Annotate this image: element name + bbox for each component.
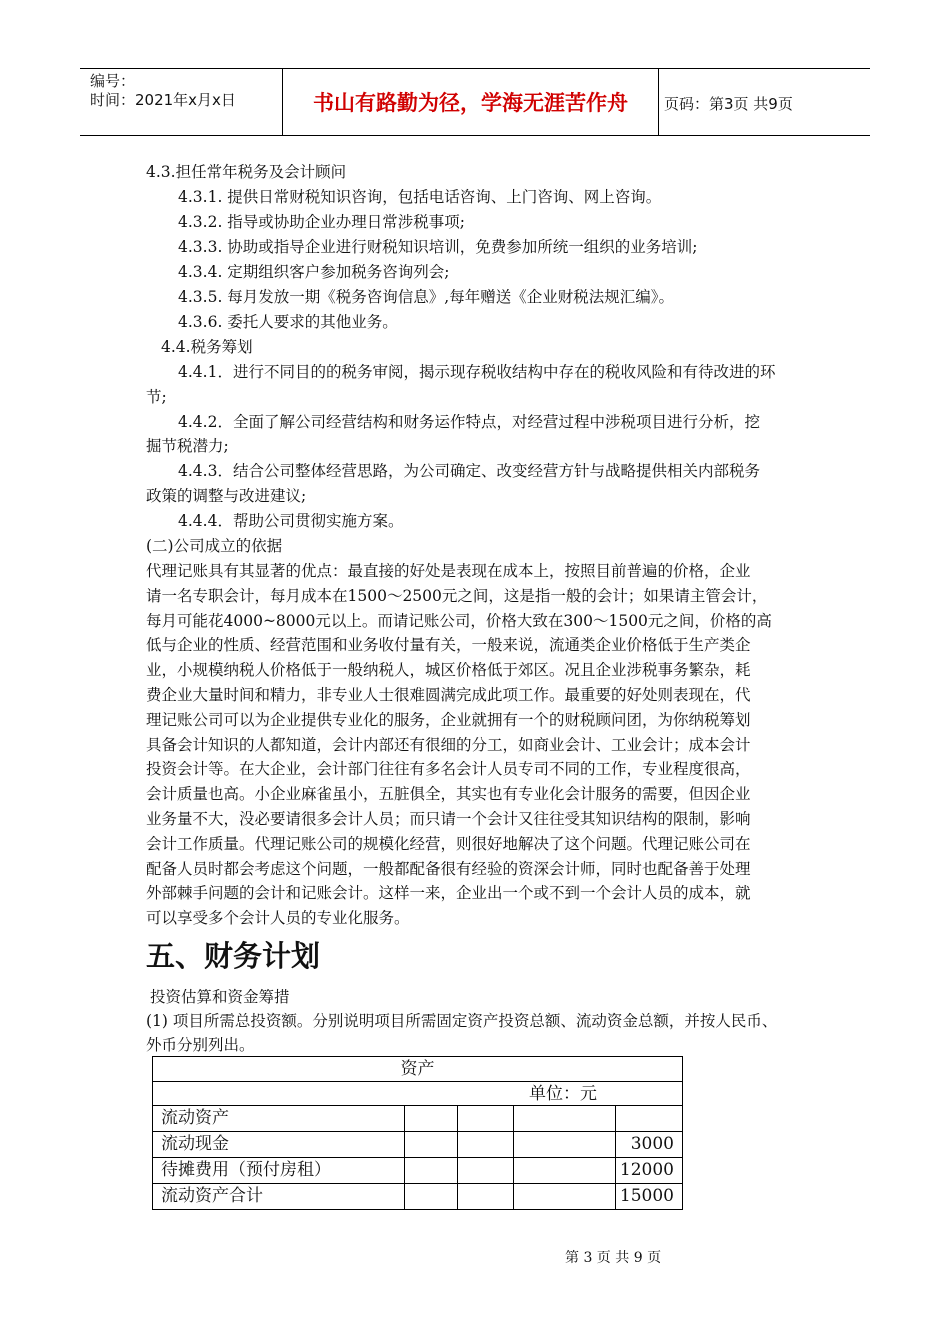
paragraph-line: 配备人员时都会考虑这个问题，一般都配备很有经验的资深会计师，同时也配备善于处理 (146, 859, 751, 878)
section-4-4-title: 4.4.税务筹划 (161, 338, 253, 356)
paragraph-line: 代理记账具有其显著的优点：最直接的好处是表现在成本上，按照目前普遍的价格，企业 (146, 562, 751, 580)
table-rule (153, 1131, 682, 1132)
list-item: 4.3.5. 每月发放一期《税务咨询信息》,每年赠送《企业财税法规汇编》。 (178, 288, 674, 306)
finance-paragraph-line: (1) 项目所需总投资额。分别说明项目所需固定资产投资总额、流动资金总额，并按人民币、 (146, 1012, 778, 1030)
list-item: 4.3.1. 提供日常财税知识咨询，包括电话咨询、上门咨询、网上咨询。 (178, 188, 662, 206)
list-item: 4.3.2. 指导或协助企业办理日常涉税事项; (178, 213, 466, 231)
table-row-value: 15000 (619, 1186, 674, 1206)
list-item: 4.4.4．帮助公司贯彻实施方案。 (178, 512, 404, 530)
table-rule (153, 1157, 682, 1158)
list-item: 4.4.2．全面了解公司经营结构和财务运作特点，对经营过程中涉税项目进行分析，挖 (178, 413, 760, 431)
paragraph-line: 每月可能花4000~8000元以上。而请记账公司，价格大致在300～1500元之间，价格的高 (146, 611, 772, 630)
date-label: 时间：2021年x月x日 (90, 91, 236, 109)
asset-table (152, 1056, 683, 1210)
paragraph-line: 业务量不大，没必要请很多会计人员；而只请一个会计又往往受其知识结构的限制，影响 (146, 810, 751, 828)
table-unit: 单位：元 (529, 1084, 597, 1104)
header-page-info: 页码：第3页 共9页 (664, 95, 793, 113)
paragraph-line: 业，小规模纳税人价格低于一般纳税人，城区价格低于郊区。况且企业涉税事务繁杂，耗 (146, 661, 751, 680)
table-row-label: 待摊费用（预付房租） (161, 1160, 331, 1180)
list-item: 4.3.3. 协助或指导企业进行财税知识培训，免费参加所统一组织的业务培训; (178, 238, 698, 256)
paragraph-line: 请一名专职会计，每月成本在1500～2500元之间，这是指一般的会计；如果请主管会计， (146, 586, 768, 605)
list-item-continuation: 节; (146, 388, 167, 406)
table-rule (513, 1105, 514, 1209)
list-item: 4.4.1．进行不同目的的税务审阅，揭示现存税收结构中存在的税收风险和有待改进的环 (178, 363, 776, 381)
paragraph-line: 会计质量也高。小企业麻雀虽小，五脏俱全，其实也有专业化会计服务的需要，但因企业 (146, 785, 751, 804)
table-row-value: 3000 (630, 1134, 674, 1154)
table-title: 资产 (400, 1059, 435, 1079)
header-motto: 书山有路勤为径，学海无涯苦作舟 (313, 91, 628, 115)
paragraph-line: 具备会计知识的人都知道，会计内部还有很细的分工，如商业会计、工业会计；成本会计 (146, 735, 751, 754)
table-row-value: 12000 (619, 1160, 674, 1180)
table-row-label: 流动现金 (161, 1134, 229, 1154)
header-left-block (90, 72, 236, 110)
finance-paragraph-line: 外币分别列出。 (146, 1036, 255, 1054)
paragraph-line: 理记账公司可以为企业提供专业化的服务，企业就拥有一个的财税顾问团，为你纳税筹划 (146, 710, 751, 729)
table-rule (153, 1183, 682, 1184)
page-footer: 第 3 页 共 9 页 (565, 1250, 662, 1266)
list-item: 4.3.4. 定期组织客户参加税务咨询列会; (178, 263, 450, 281)
list-item: 4.4.3．结合公司整体经营思路，为公司确定、改变经营方针与战略提供相关内部税务 (178, 462, 760, 480)
section-4-3-title: 4.3.担任常年税务及会计顾问 (146, 163, 347, 181)
table-rule (457, 1105, 458, 1209)
paragraph-line: 会计工作质量。代理记账公司的规模化经营，则很好地解决了这个问题。代理记账公司在 (146, 834, 751, 853)
list-item-continuation: 掘节税潜力; (146, 437, 229, 455)
table-rule (153, 1081, 682, 1082)
header-divider (658, 68, 659, 136)
number-label: 编号： (90, 72, 136, 90)
table-row-label: 流动资产 (161, 1108, 229, 1128)
paragraph-line: 低与企业的性质、经营范围和业务收付量有关，一般来说，流通类企业价格低于生产类企 (146, 636, 751, 655)
list-item: 4.3.6. 委托人要求的其他业务。 (178, 313, 398, 331)
table-rule (404, 1105, 405, 1209)
table-row-label: 流动资产合计 (161, 1186, 263, 1206)
paragraph-line: 投资会计等。在大企业，会计部门往往有多名会计人员专司不同的工作，专业程度很高， (146, 760, 751, 779)
table-rule (153, 1105, 682, 1106)
basis-title: (二)公司成立的依据 (146, 537, 283, 555)
list-item-continuation: 政策的调整与改进建议; (146, 487, 307, 505)
paragraph-line: 外部棘手问题的会计和记账会计。这样一来，企业出一个或不到一个会计人员的成本，就 (146, 884, 751, 903)
finance-subtitle: 投资估算和资金筹措 (150, 988, 290, 1006)
paragraph-line: 费企业大量时间和精力，非专业人士很难圆满完成此项工作。最重要的好处则表现在，代 (146, 686, 751, 704)
table-rule (615, 1105, 616, 1209)
section-five-title: 五、财务计划 (146, 939, 321, 973)
paragraph-line: 可以享受多个会计人员的专业化服务。 (146, 909, 410, 928)
